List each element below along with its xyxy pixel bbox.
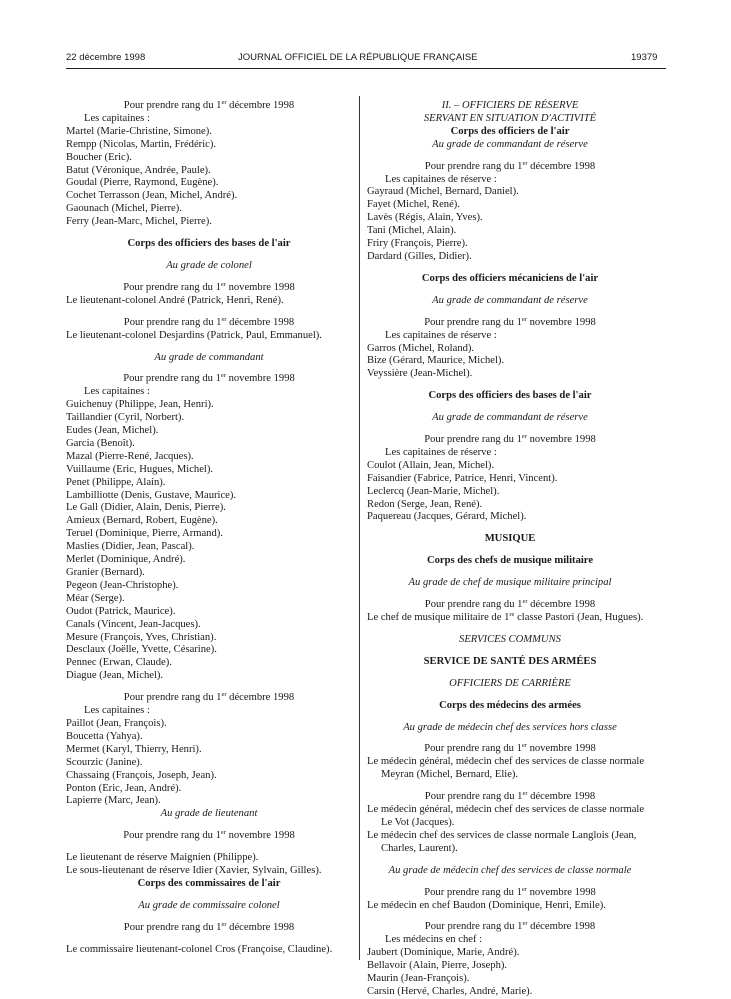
appointment-entry: Le lieutenant de réserve Maignien (Philippe). [66, 852, 259, 864]
rank-date-line: Pour prendre rang du 1er décembre 1998 [123, 691, 295, 704]
grade-heading: SERVANT EN SITUATION D'ACTIVITÉ [423, 112, 597, 124]
list-intro: Les capitaines de réserve : [385, 173, 497, 185]
name-entry: Canals (Vincent, Jean-Jacques). [66, 618, 201, 630]
header-page-number: 19379 [631, 52, 658, 63]
name-entry: Boucher (Eric). [66, 151, 132, 163]
name-entry: Veyssière (Jean-Michel). [367, 368, 473, 380]
section-heading: Corps des officiers des bases de l'air [428, 390, 592, 402]
name-entry: Eudes (Jean, Michel). [66, 425, 159, 437]
name-entry: Cochet Terrasson (Jean, Michel, André). [66, 190, 238, 202]
grade-heading: Au grade de lieutenant [160, 808, 258, 820]
name-entry: Pennec (Erwan, Claude). [66, 657, 172, 669]
name-entry: Lambilliotte (Denis, Gustave, Maurice). [66, 489, 237, 501]
name-entry: Ferry (Jean-Marc, Michel, Pierre). [66, 216, 212, 228]
right-column [367, 100, 653, 999]
name-entry: Leclercq (Jean-Marie, Michel). [367, 485, 500, 497]
name-entry: Chassaing (François, Joseph, Jean). [66, 769, 217, 781]
section-heading: MUSIQUE [484, 533, 536, 545]
name-entry: Carsin (Hervé, Charles, André, Marie). [367, 985, 533, 997]
list-intro: Les capitaines : [84, 705, 150, 717]
name-entry: Martel (Marie-Christine, Simone). [66, 125, 212, 137]
grade-heading: Au grade de médecin chef des services hors classe [403, 721, 617, 733]
name-entry: Méar (Serge). [66, 592, 125, 604]
name-entry: Tani (Michel, Alain). [367, 225, 457, 237]
name-entry: Scourzic (Janine). [66, 756, 143, 768]
name-entry: Desclaux (Joëlle, Yvette, Césarine). [66, 644, 217, 656]
name-entry: Friry (François, Pierre). [367, 238, 468, 250]
name-entry: Garros (Michel, Roland). [367, 342, 475, 354]
name-entry: Oudot (Patrick, Maurice). [66, 605, 176, 617]
rank-date-line: Pour prendre rang du 1er décembre 1998 [424, 920, 596, 933]
name-entry: Mermet (Karyl, Thierry, Henri). [66, 743, 202, 755]
appointment-entry: Le lieutenant-colonel Desjardins (Patrick, Paul, Emmanuel). [66, 329, 322, 341]
section-heading: Corps des médecins des armées [439, 699, 581, 711]
name-entry: Paillot (Jean, François). [66, 717, 167, 729]
rank-date-line: Pour prendre rang du 1er décembre 1998 [123, 920, 295, 933]
rank-date-line: Pour prendre rang du 1er novembre 1998 [424, 885, 596, 898]
rank-date-line: Pour prendre rang du 1er novembre 1998 [424, 742, 596, 755]
rank-date-line: Pour prendre rang du 1er décembre 1998 [424, 598, 596, 611]
appointment-entry: Le lieutenant-colonel André (Patrick, Henri, René). [66, 294, 284, 306]
name-entry: Pegeon (Jean-Christophe). [66, 579, 179, 591]
appointment-entry: Le médecin général, médecin chef des services de classe normale Le Vot (Jacques). [367, 804, 645, 828]
rank-date-line: Pour prendre rang du 1er novembre 1998 [424, 315, 596, 328]
grade-heading: SERVICES COMMUNS [459, 633, 561, 645]
name-entry: Mazal (Pierre-René, Jacques). [66, 450, 194, 462]
name-entry: Coulot (Allain, Jean, Michel). [367, 459, 495, 471]
grade-heading: OFFICIERS DE CARRIÈRE [449, 677, 571, 689]
name-entry: Amieux (Bernard, Robert, Eugène). [66, 515, 218, 527]
section-heading: Corps des officiers de l'air [450, 125, 570, 137]
grade-heading: Au grade de commissaire colonel [138, 899, 280, 911]
name-entry: Teruel (Dominique, Pierre, Armand). [66, 528, 223, 540]
name-entry: Gayraud (Michel, Bernard, Daniel). [367, 186, 519, 198]
header-rule [66, 68, 666, 69]
list-intro: Les capitaines : [84, 112, 150, 124]
name-entry: Granier (Bernard). [66, 567, 145, 578]
name-entry: Fayet (Michel, René). [367, 199, 460, 211]
section-heading: Corps des officiers mécaniciens de l'air [421, 272, 599, 284]
rank-date-line: Pour prendre rang du 1er novembre 1998 [424, 433, 596, 446]
name-entry: Guichenuy (Philippe, Jean, Henri). [66, 399, 214, 411]
section-heading: SERVICE DE SANTÉ DES ARMÉES [423, 655, 597, 667]
name-entry: Paquereau (Jacques, Gérard, Michel). [367, 511, 527, 523]
rank-date-line: Pour prendre rang du 1er novembre 1998 [123, 280, 295, 293]
name-entry: Penet (Philippe, Alain). [66, 476, 166, 488]
name-entry: Bellavoir (Alain, Pierre, Joseph). [367, 960, 508, 972]
name-entry: Rempp (Nicolas, Martin, Frédéric). [66, 138, 217, 150]
name-entry: Maurin (Jean-François). [367, 973, 470, 985]
name-entry: Redon (Serge, Jean, René). [367, 498, 483, 510]
appointment-entry: Le commissaire lieutenant-colonel Cros (Françoise, Claudine). [66, 943, 333, 955]
name-entry: Boucetta (Yahya). [66, 730, 143, 742]
list-intro: Les capitaines de réserve : [385, 446, 497, 458]
grade-heading: Au grade de colonel [166, 259, 252, 271]
rank-date-line: Pour prendre rang du 1er décembre 1998 [123, 99, 295, 111]
name-entry: Vuillaume (Eric, Hugues, Michel). [66, 463, 214, 475]
header-title: JOURNAL OFFICIEL DE LA RÉPUBLIQUE FRANÇAISE [238, 52, 478, 63]
rank-date-line: Pour prendre rang du 1er novembre 1998 [123, 372, 295, 385]
name-entry: Le Gall (Didier, Alain, Denis, Pierre). [66, 502, 226, 514]
rank-date-line: Pour prendre rang du 1er décembre 1998 [424, 790, 596, 803]
grade-heading: II. – OFFICIERS DE RÉSERVE [441, 100, 579, 111]
name-entry: Batut (Véronique, Andrée, Paule). [66, 164, 211, 176]
list-intro: Les capitaines : [84, 386, 150, 398]
appointment-entry: Le médecin chef des services de classe normale Langlois (Jean, Charles, Laurent). [367, 829, 637, 854]
header-date: 22 décembre 1998 [66, 52, 146, 63]
rank-date-line: Pour prendre rang du 1er décembre 1998 [123, 315, 295, 328]
name-entry: Mesure (François, Yves, Christian). [66, 631, 217, 643]
column-divider [359, 96, 360, 960]
rank-date-line: Pour prendre rang du 1er novembre 1998 [123, 829, 295, 842]
name-entry: Faisandier (Fabrice, Patrice, Henri, Vincent). [367, 472, 558, 484]
left-column [66, 100, 352, 957]
section-heading: Corps des commissaires de l'air [137, 877, 281, 889]
name-entry: Ponton (Eric, Jean, André). [66, 782, 182, 794]
name-entry: Jaubert (Dominique, Marie, André). [367, 947, 520, 959]
grade-heading: Au grade de chef de musique militaire principal [408, 577, 612, 589]
section-heading: Corps des chefs de musique militaire [426, 555, 594, 567]
name-entry: Goudal (Pierre, Raymond, Eugène). [66, 177, 219, 189]
name-entry: Merlet (Dominique, André). [66, 554, 186, 566]
name-entry: Maslies (Didier, Jean, Pascal). [66, 541, 195, 553]
name-entry: Garcia (Benoît). [66, 437, 135, 449]
grade-heading: Au grade de médecin chef des services de classe normale [388, 864, 632, 876]
grade-heading: Au grade de commandant de réserve [432, 412, 588, 424]
name-entry: Dardard (Gilles, Didier). [367, 250, 472, 262]
name-entry: Gaounach (Michel, Pierre). [66, 203, 182, 215]
grade-heading: Au grade de commandant de réserve [432, 294, 588, 306]
rank-date-line: Pour prendre rang du 1er décembre 1998 [424, 159, 596, 172]
name-entry: Lapierre (Marc, Jean). [66, 795, 161, 807]
appointment-entry: Le sous-lieutenant de réserve Idier (Xavier, Sylvain, Gilles). [66, 865, 322, 877]
grade-heading: Au grade de commandant [154, 351, 264, 363]
name-entry: Taillandier (Cyril, Norbert). [66, 412, 185, 424]
name-entry: Diague (Jean, Michel). [66, 670, 164, 682]
grade-heading: Au grade de commandant de réserve [432, 138, 588, 150]
appointment-entry: Le chef de musique militaire de 1re classe Pastori (Jean, Hugues). [367, 611, 644, 623]
appointment-entry: Le médecin en chef Baudon (Dominique, Henri, Emile). [367, 899, 606, 911]
section-heading: Corps des officiers des bases de l'air [127, 238, 291, 250]
list-intro: Les capitaines de réserve : [385, 329, 497, 341]
name-entry: Lavès (Régis, Alain, Yves). [367, 212, 483, 224]
page-header [0, 52, 731, 68]
list-intro: Les médecins en chef : [385, 934, 483, 946]
appointment-entry: Le médecin général, médecin chef des services de classe normale Meyran (Michel, Bernard, Elie). [367, 756, 645, 781]
name-entry: Bize (Gérard, Maurice, Michel). [367, 355, 505, 367]
